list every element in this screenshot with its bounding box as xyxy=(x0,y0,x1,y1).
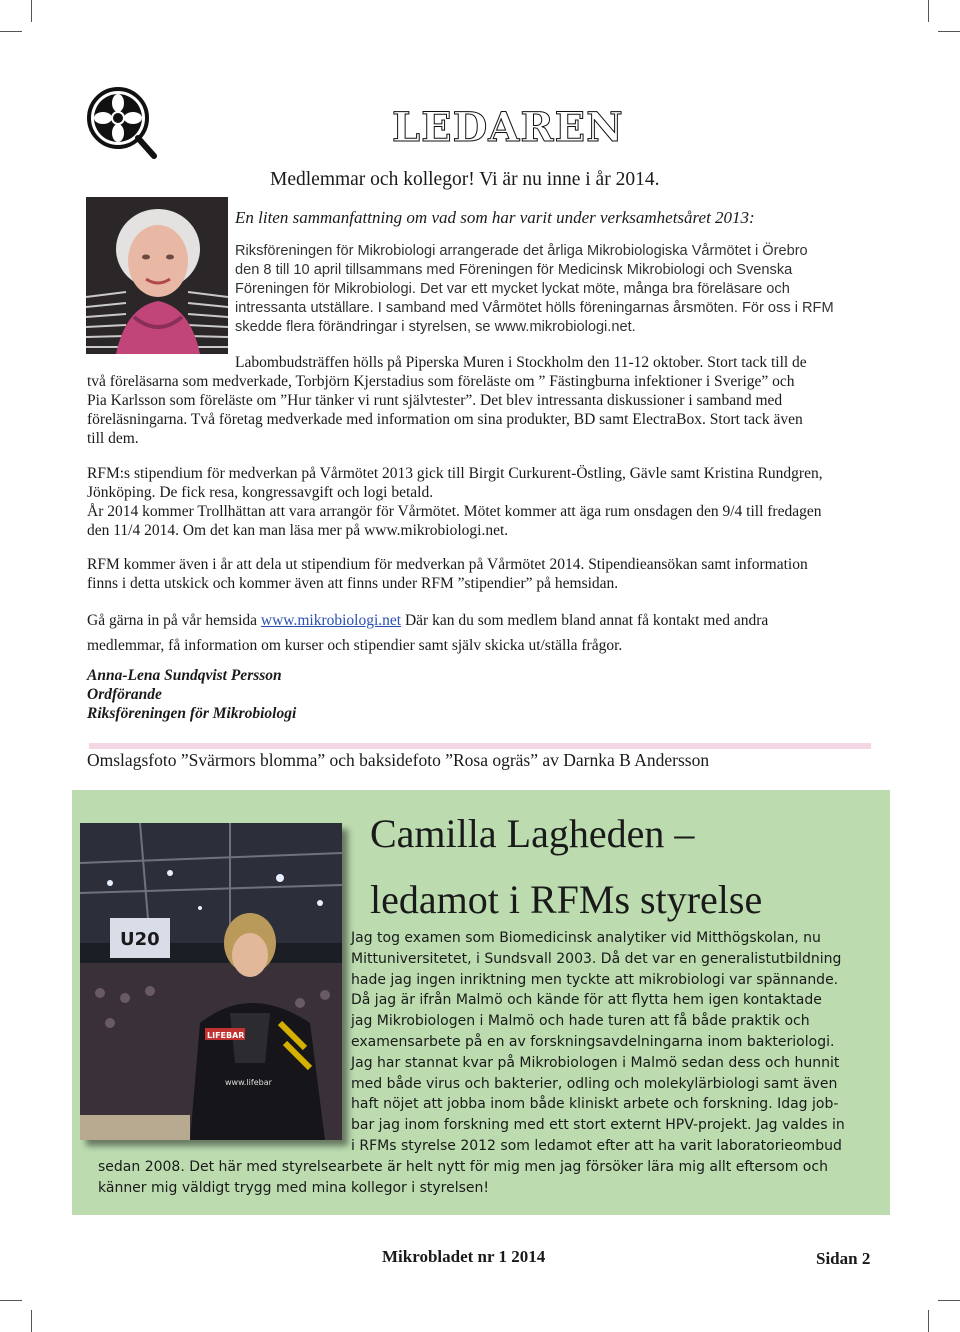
text-line: medlemmar, få information om kurser och stipendier samt själv skicka ut/ställa frågor. xyxy=(87,637,623,654)
profile-title-line-1: Camilla Lagheden – xyxy=(370,811,695,856)
crop-mark xyxy=(31,0,32,22)
text-line: examensarbete på en av forskningsavdelningarna inom bakteriologi. xyxy=(351,1033,835,1050)
text-line: År 2014 kommer Trollhättan att vara arrangör för Vårmötet. Mötet kommer att äga rum onsdagen den 9/4 till fredagen xyxy=(87,503,822,520)
text-line: Jönköping. De fick resa, kongressavgift och logi betald. xyxy=(87,484,434,501)
crop-mark xyxy=(938,1300,960,1301)
paragraph-2 xyxy=(87,353,877,448)
jacket-text: www.lifebar xyxy=(225,1078,272,1087)
issue-label: Mikrobladet nr 1 2014 xyxy=(382,1247,546,1266)
text-line: hade jag ingen inriktning men tyckte att mikrobiologi var spännande. xyxy=(351,971,839,988)
paragraph-5 xyxy=(87,608,768,658)
text-line: den 11/4 2014. Om det kan man läsa mer på www.mikrobiologi.net. xyxy=(87,522,509,539)
crop-mark xyxy=(938,31,960,32)
signature-name: Anna-Lena Sundqvist Persson xyxy=(87,667,282,684)
profile-body xyxy=(351,928,845,1157)
text-line: Föreningen för Mikrobiologi. Det var ett mycket lyckat möte, många bra föreläsare och xyxy=(235,281,790,297)
text-line: intressanta utställare. I samband med Vårmötet hölls föreningarnas årsmöten. För oss i RFM xyxy=(235,300,834,316)
text-line: två föreläsarna som medverkade, Torbjörn Kjerstadius som föreläste om ” Fästingburna infektioner i Sverige” och xyxy=(87,373,795,390)
greeting: Medlemmar och kollegor! Vi är nu inne i år 2014. xyxy=(270,169,660,190)
text-line: RFM kommer även i år att dela ut stipendium för medverkan på Vårmötet 2014. Stipendieansökan samt information xyxy=(87,556,808,573)
text-line: skedde flera förändringar i styrelsen, se www.mikrobiologi.net. xyxy=(235,319,636,335)
signature xyxy=(87,666,296,723)
text-line: Mittuniversitetet, i Sundsvall 2003. Då det var en generalistutbildning xyxy=(351,950,842,967)
text-line: känner mig väldigt trygg med mina kollegor i styrelsen! xyxy=(98,1179,489,1196)
crop-mark xyxy=(928,1310,929,1332)
portrait-illustration xyxy=(86,197,228,354)
crop-mark xyxy=(928,0,929,22)
page-number: Sidan 2 xyxy=(816,1249,871,1268)
paragraph-4 xyxy=(87,555,808,593)
signature-org: Riksföreningen för Mikrobiologi xyxy=(87,705,297,722)
website-link[interactable]: www.mikrobiologi.net xyxy=(260,612,402,629)
text-line: Riksföreningen för Mikrobiologi arrangerade det årliga Mikrobiologiska Vårmötet i Örebro xyxy=(235,243,808,259)
text-line: Labombudsträffen hölls på Piperska Muren i Stockholm den 11-12 oktober. Stort tack till de xyxy=(235,354,807,371)
portrait-photo xyxy=(86,197,228,354)
banner-label: U20 xyxy=(120,929,160,950)
photo-caption: Omslagsfoto ”Svärmors blomma” och baksidefoto ”Rosa ogräs” av Darnka B Andersson xyxy=(87,750,710,770)
text-line: RFM:s stipendium för medverkan på Vårmötet 2013 gick till Birgit Curkurent-Östling, Gävle samt Kristina Rundgren, xyxy=(87,465,823,482)
text-line: sedan 2008. Det här med styrelsearbete är helt nytt för mig men jag försöker lära mig allt eftersom och xyxy=(98,1159,828,1175)
crop-mark xyxy=(0,1300,22,1301)
page-title: LEDAREN xyxy=(392,104,624,151)
text-line: jag Mikrobiologen i Malmö och hade turen att få både praktik och xyxy=(351,1013,810,1030)
paragraph-3 xyxy=(87,464,823,540)
text-line: finns i detta utskick och kommer även att finns under RFM ”stipendier” på hemsidan. xyxy=(87,575,619,592)
crop-mark xyxy=(0,31,22,32)
text-fragment: Gå gärna in på vår hemsida xyxy=(87,612,261,629)
arena-illustration xyxy=(80,823,342,1140)
crop-mark xyxy=(31,1310,32,1332)
text-line: bar jag inom forskning med ett stort externt HPV-projekt. Jag valdes in xyxy=(351,1117,845,1134)
text-line: Pia Karlsson som föreläste om ”Hur tänker vi runt självtester”. Det blev intressanta diskussioner i samband med xyxy=(87,392,783,409)
text-line: i RFMs styrelse 2012 som ledamot efter att ha varit laboratorieombud xyxy=(351,1137,842,1154)
divider-bar xyxy=(89,743,871,749)
profile-title-line-2: ledamot i RFMs styrelse xyxy=(370,877,763,922)
intro-text: En liten sammanfattning om vad som har varit under verksamhetsåret 2013: xyxy=(235,208,755,227)
text-line xyxy=(87,608,768,633)
text-line: med både virus och bakterier, odling och molekylärbiologi samt även xyxy=(351,1075,838,1092)
text-line: den 8 till 10 april tillsammans med Föreningen för Medicinsk Mikrobiologi och Svenska xyxy=(235,262,793,278)
text-line: föreläsningarna. Två företag medverkade med information om sina produkter, BD samt ElectraBox. Stort tack även xyxy=(87,411,803,428)
text-line: till dem. xyxy=(87,430,139,447)
jacket-logo: LIFEBAR xyxy=(207,1031,245,1040)
text-line: Jag tog examen som Biomedicinsk analytiker vid Mitthögskolan, nu xyxy=(351,930,821,946)
profile-photo xyxy=(80,823,342,1140)
signature-role: Ordförande xyxy=(87,686,162,703)
profile-body-wide xyxy=(98,1157,828,1199)
magnifier-flower-logo-icon xyxy=(86,86,158,162)
text-fragment: Där kan du som medlem bland annat få kontakt med andra xyxy=(401,612,769,629)
text-line: Då jag är ifrån Malmö och kände för att flytta hem igen kontaktade xyxy=(351,992,822,1009)
paragraph-1 xyxy=(235,242,834,337)
text-line: haft nöjet att jobba inom både kliniskt arbete och forskning. Idag job- xyxy=(351,1096,839,1113)
text-line: Jag har stannat kvar på Mikrobiologen i Malmö sedan dess och hunnit xyxy=(351,1054,840,1071)
